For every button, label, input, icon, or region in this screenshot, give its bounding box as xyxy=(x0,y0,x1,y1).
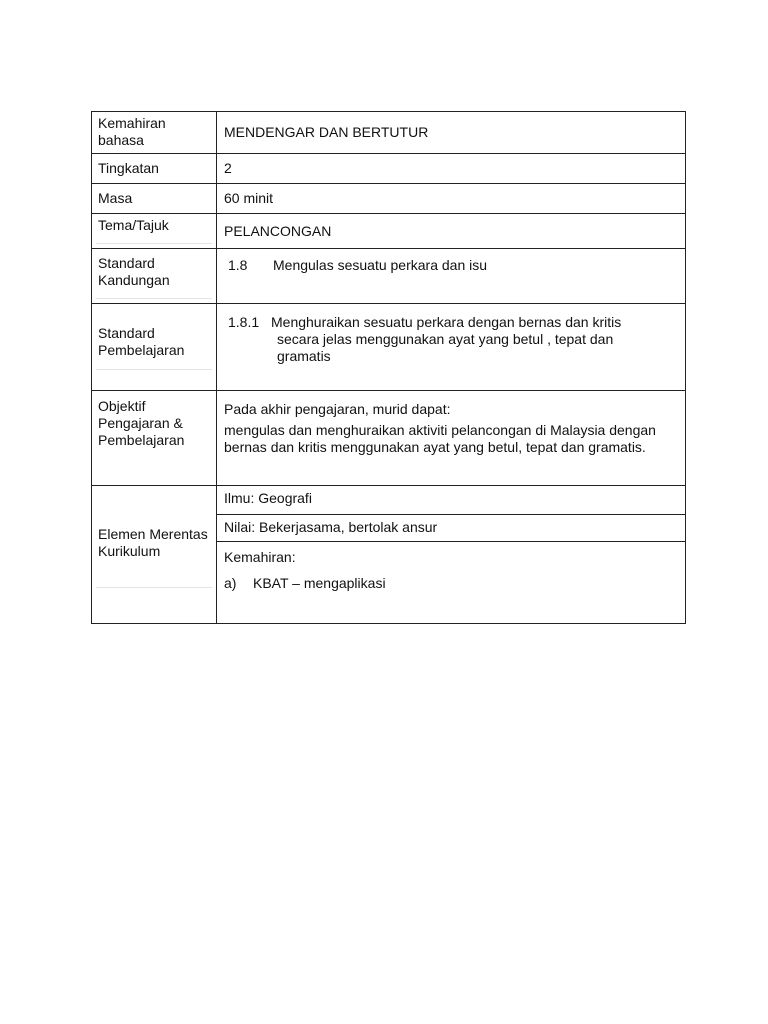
label-objektif: Objektif Pengajaran & Pembelajaran xyxy=(98,398,185,448)
label-cell xyxy=(92,486,217,624)
objektif-intro: Pada akhir pengajaran, murid dapat: xyxy=(224,401,451,417)
row-standard-kandungan xyxy=(92,249,686,304)
standard-pembelajaran-line3: gramatis xyxy=(277,348,331,364)
elemen-nilai: Nilai: Bekerjasama, bertolak ansur xyxy=(217,515,685,542)
elemen-kemahiran-marker: a) xyxy=(224,575,237,591)
standard-pembelajaran-line2: secara jelas menggunakan ayat yang betul , tepat dan xyxy=(277,331,614,347)
lesson-plan-table xyxy=(91,111,686,624)
label-elemen: Elemen Merentas Kurikulum xyxy=(98,526,208,559)
label-tema: Tema/Tajuk xyxy=(98,217,169,233)
value-cell xyxy=(217,112,686,154)
value-cell xyxy=(217,486,686,624)
value-tema: PELANCONGAN xyxy=(224,223,332,239)
label-cell xyxy=(92,214,217,249)
label-underline xyxy=(96,369,212,370)
label-cell xyxy=(92,249,217,304)
standard-pembelajaran-content xyxy=(217,304,685,365)
standard-pembelajaran-number: 1.8.1 xyxy=(228,314,260,330)
value-cell xyxy=(217,304,686,391)
row-tema xyxy=(92,214,686,249)
elemen-kemahiran-item-text: KBAT – mengaplikasi xyxy=(253,575,386,591)
label-masa: Masa xyxy=(98,190,133,206)
value-tingkatan: 2 xyxy=(224,160,232,176)
objektif-text: mengulas dan menghuraikan aktiviti pelancongan di Malaysia dengan bernas dan kritis menggunakan ayat yang betul, tepat dan gramatis. xyxy=(224,422,656,455)
row-tingkatan xyxy=(92,154,686,184)
label-tingkatan: Tingkatan xyxy=(98,160,159,176)
label-underline xyxy=(96,243,212,244)
standard-kandungan-text: Mengulas sesuatu perkara dan isu xyxy=(273,257,488,273)
label-underline xyxy=(96,587,212,588)
label-kemahiran-bahasa: Kemahiran bahasa xyxy=(98,115,166,148)
row-objektif xyxy=(92,391,686,486)
value-cell xyxy=(217,214,686,249)
value-cell xyxy=(217,249,686,304)
row-masa xyxy=(92,184,686,214)
row-elemen xyxy=(92,486,686,624)
value-kemahiran-bahasa: MENDENGAR DAN BERTUTUR xyxy=(224,124,429,140)
standard-pembelajaran-line1-text: Menghuraikan sesuatu perkara dengan bernas dan kritis xyxy=(271,314,622,330)
label-standard-kandungan: Standard Kandungan xyxy=(98,255,170,288)
row-kemahiran-bahasa xyxy=(92,112,686,154)
row-standard-pembelajaran xyxy=(92,304,686,391)
value-cell xyxy=(217,391,686,486)
elemen-kemahiran-item xyxy=(224,575,679,592)
value-cell xyxy=(217,184,686,214)
label-underline xyxy=(96,298,212,299)
elemen-ilmu: Ilmu: Geografi xyxy=(217,486,685,515)
label-cell xyxy=(92,391,217,486)
label-cell xyxy=(92,304,217,391)
objektif-content xyxy=(217,391,685,456)
label-standard-pembelajaran: Standard Pembelajaran xyxy=(98,325,185,358)
standard-pembelajaran-line1 xyxy=(228,314,679,331)
value-masa: 60 minit xyxy=(224,190,274,206)
elemen-kemahiran xyxy=(217,542,685,597)
value-cell xyxy=(217,154,686,184)
elemen-kemahiran-title: Kemahiran: xyxy=(224,549,296,565)
standard-kandungan-content xyxy=(217,249,685,274)
standard-kandungan-number: 1.8 xyxy=(228,257,248,273)
label-cell xyxy=(92,154,217,184)
label-cell xyxy=(92,184,217,214)
label-cell xyxy=(92,112,217,154)
